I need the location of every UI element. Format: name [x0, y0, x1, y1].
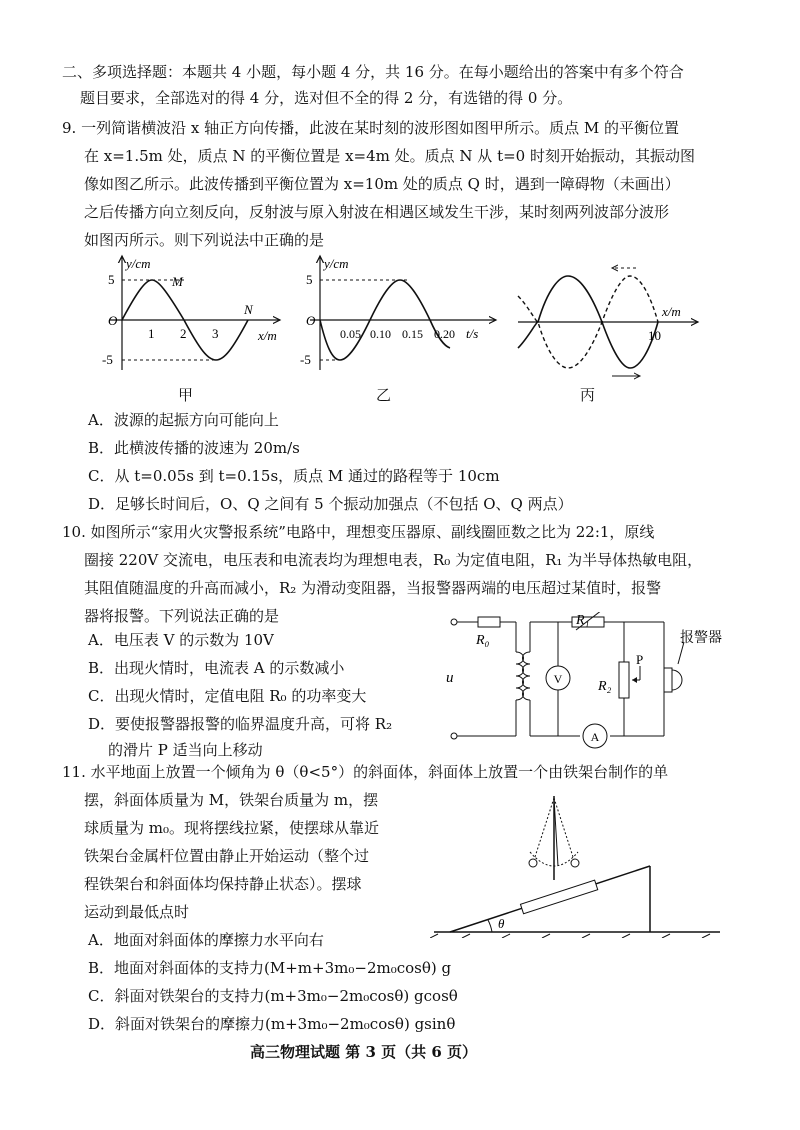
- t-tick: 0.15: [402, 327, 423, 341]
- label-M: M: [172, 274, 183, 289]
- q9-option-d[interactable]: D．足够长时间后，O、Q 之间有 5 个振动加强点（不包括 O、Q 两点）: [88, 495, 573, 513]
- figure-jia: [100, 250, 290, 380]
- q10-line: 器将报警。下列说法正确的是: [84, 607, 280, 625]
- x-tick: 1: [148, 326, 155, 341]
- q11-line: 摆，斜面体质量为 M，铁架台质量为 m，摆: [84, 791, 379, 809]
- resistor-r2: [619, 662, 629, 698]
- incline-figure: [430, 788, 730, 938]
- q11-option-b[interactable]: B．地面对斜面体的支持力(M+m+3m₀−2m₀cosθ) g: [88, 959, 452, 977]
- ammeter-label: A: [590, 730, 600, 744]
- u-label: u: [446, 670, 454, 686]
- section-header-line2: 题目要求，全部选对的得 4 分，选对但不全的得 2 分，有选错的得 0 分。: [80, 89, 573, 107]
- q11-line: 铁架台金属杆位置由静止开始运动（整个过: [84, 847, 370, 865]
- t-axis-label: t/s: [466, 326, 479, 341]
- label-N: N: [244, 302, 253, 317]
- pendulum-ball: [529, 859, 537, 867]
- theta-label: θ: [498, 916, 505, 931]
- q11-line: 运动到最低点时: [84, 903, 190, 921]
- x-tick: 10: [648, 328, 661, 343]
- q10-option-d-cont: 的滑片 P 适当向上移动: [108, 741, 263, 759]
- q10-option-d[interactable]: D．要使报警器报警的临界温度升高，可将 R₂: [88, 715, 393, 733]
- q10-option-b[interactable]: B．出现火情时，电流表 A 的示数减小: [88, 659, 345, 677]
- iron-stand: [520, 880, 597, 914]
- caption-yi: 乙: [376, 386, 392, 404]
- page-footer: 高三物理试题 第 3 页（共 6 页）: [250, 1043, 477, 1061]
- origin-label: O: [108, 313, 118, 328]
- alarm: [664, 668, 672, 692]
- q11-option-a[interactable]: A．地面对斜面体的摩擦力水平向右: [88, 931, 324, 949]
- q9-option-c[interactable]: C．从 t=0.05s 到 t=0.15s，质点 M 通过的路程等于 10cm: [88, 467, 500, 485]
- q11-option-c[interactable]: C．斜面对铁架台的支持力(m+3m₀−2m₀cosθ) gcosθ: [88, 987, 458, 1005]
- alarm-label: 报警器: [680, 631, 722, 646]
- r0-label: R₀: [476, 633, 490, 648]
- voltmeter-label: V: [553, 672, 563, 686]
- t-tick: 0.10: [370, 327, 391, 341]
- figure-bing: [508, 258, 708, 380]
- circuit-diagram: [440, 612, 740, 752]
- slider-p-label: P: [636, 652, 644, 667]
- y-tick: -5: [102, 352, 113, 367]
- x-tick: 2: [180, 326, 187, 341]
- figure-yi: [300, 250, 500, 380]
- q9-option-b[interactable]: B．此横波传播的波速为 20m/s: [88, 439, 300, 457]
- q10-option-a[interactable]: A．电压表 V 的示数为 10V: [88, 631, 274, 649]
- x-axis-label: x/m: [258, 328, 277, 343]
- q10-option-c[interactable]: C．出现火情时，定值电阻 R₀ 的功率变大: [88, 687, 367, 705]
- q11-line: 程铁架台和斜面体均保持静止状态）。摆球: [84, 875, 362, 893]
- r1-label: R₁: [576, 613, 590, 628]
- y-tick: 5: [306, 272, 313, 287]
- q10-line: 其阻值随温度的升高而减小，R₂ 为滑动变阻器，当报警器两端的电压超过某值时，报警: [84, 579, 662, 597]
- q9-line: 如图丙所示。则下列说法中正确的是: [84, 231, 325, 249]
- q9-line: 9. 一列简谐横波沿 x 轴正方向传播，此波在某时刻的波形图如图甲所示。质点 M 的平衡位置: [62, 119, 679, 137]
- q9-line: 像如图乙所示。此波传播到平衡位置为 x=10m 处的质点 Q 时，遇到一障碍物（未画出）: [84, 175, 680, 193]
- q11-option-d[interactable]: D．斜面对铁架台的摩擦力(m+3m₀−2m₀cosθ) gsinθ: [88, 1015, 456, 1033]
- y-axis-label: y/cm: [324, 256, 349, 271]
- q10-line: 圈接 220V 交流电，电压表和电流表均为理想电表，R₀ 为定值电阻，R₁ 为半导体热敏电阻，: [84, 551, 703, 569]
- y-tick: -5: [300, 352, 311, 367]
- caption-bing: 丙: [580, 386, 596, 404]
- x-tick: 3: [212, 326, 219, 341]
- x-axis-label: x/m: [662, 304, 681, 319]
- origin-label: O: [306, 313, 316, 328]
- y-axis-label: y/cm: [126, 256, 151, 271]
- q9-line: 在 x=1.5m 处，质点 N 的平衡位置是 x=4m 处。质点 N 从 t=0 时刻开始振动，其振动图: [84, 147, 695, 165]
- q9-option-a[interactable]: A．波源的起振方向可能向上: [88, 411, 279, 429]
- caption-jia: 甲: [178, 386, 194, 404]
- q10-line: 10. 如图所示“家用火灾警报系统”电路中，理想变压器原、副线圈匝数之比为 22:1，原线: [62, 523, 655, 541]
- q9-line: 之后传播方向立刻反向，反射波与原入射波在相遇区域发生干涉，某时刻两列波部分波形: [84, 203, 670, 221]
- q11-line: 11. 水平地面上放置一个倾角为 θ（θ<5°）的斜面体，斜面体上放置一个由铁架台制作的单: [62, 763, 669, 781]
- q11-line: 球质量为 m₀。现将摆线拉紧，使摆球从靠近: [84, 819, 380, 837]
- resistor-r0: [478, 617, 500, 627]
- t-tick: 0.20: [434, 327, 455, 341]
- section-header-line1: 二、多项选择题：本题共 4 小题，每小题 4 分，共 16 分。在每小题给出的答案中有多个符合: [62, 63, 684, 81]
- t-tick: 0.05: [340, 327, 361, 341]
- y-tick: 5: [108, 272, 115, 287]
- r2-label: R₂: [598, 679, 612, 694]
